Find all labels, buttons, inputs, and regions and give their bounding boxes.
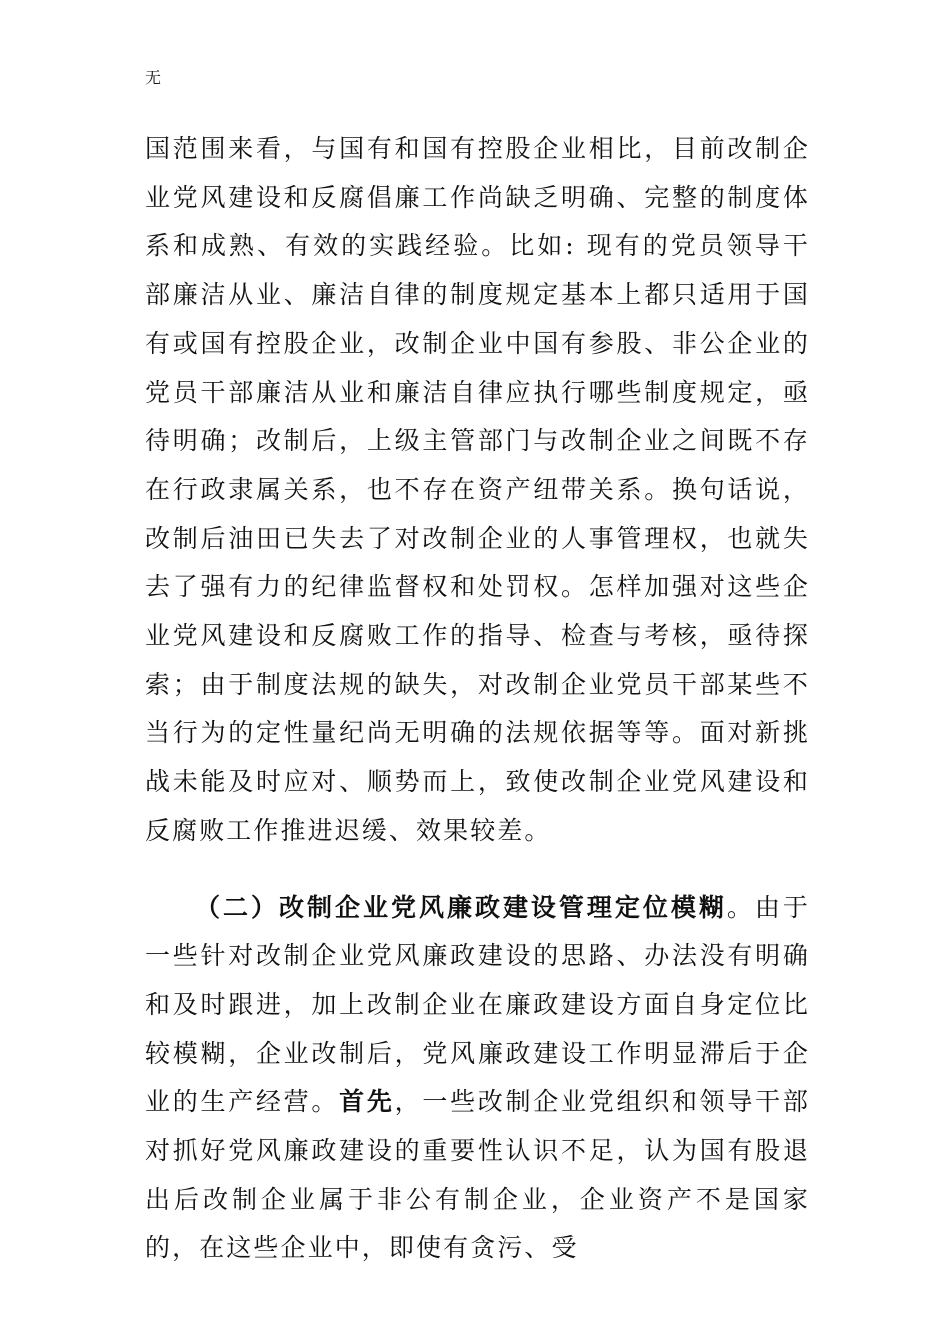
paragraph-2 <box>145 884 810 1274</box>
section-heading: （二）改制企业党风廉政建设管理定位模糊 <box>195 892 727 922</box>
paragraph-1: 国范围来看，与国有和国有控股企业相比，目前改制企业党风建设和反腐倡廉工作尚缺乏明确、完整的制度体系和成熟、有效的实践经验。比如: 现有的党员领导干部廉洁从业、廉洁自律的制度规定基本上都只适用于国有或国有控股企业，改制企业中国有参股、非公企业的党员干部廉洁从业和廉洁自律应执行哪些制度规定，亟待明确；改制后，上级主管部门与改制企业之间既不存在行政隶属关系，也不存在资产纽带关系。换句话说，改制后油田已失去了对改制企业的人事管理权，也就失去了强有力的纪律监督权和处罚权。怎样加强对这些企业党风建设和反腐败工作的指导、检查与考核，亟待探索；由于制度法规的缺失，对改制企业党员干部某些不当行为的定性量纪尚无明确的法规依据等等。面对新挑战未能及时应对、顺势而上，致使改制企业党风建设和反腐败工作推进迟缓、效果较差。 <box>145 134 810 845</box>
body-text <box>145 125 810 1273</box>
paragraph-2-text-b: ，一些改制企业党组织和领导干部对抓好党风廉政建设的重要性认识不足，认为国有股退出后改制企业属于非公有制企业，企业资产不是国家的，在这些企业中，即使有贪污、受 <box>145 1087 810 1263</box>
emphasis-first: 首先 <box>339 1087 395 1117</box>
paragraph-2-text-a: 。由于一些针对改制企业党风廉政建设的思路、办法没有明确和及时跟进，加上改制企业在廉政建设方面自身定位比较模糊，企业改制后，党风廉政建设工作明显滞后于企业的生产经营。 <box>145 892 810 1117</box>
header-mark: 无 <box>145 68 162 87</box>
